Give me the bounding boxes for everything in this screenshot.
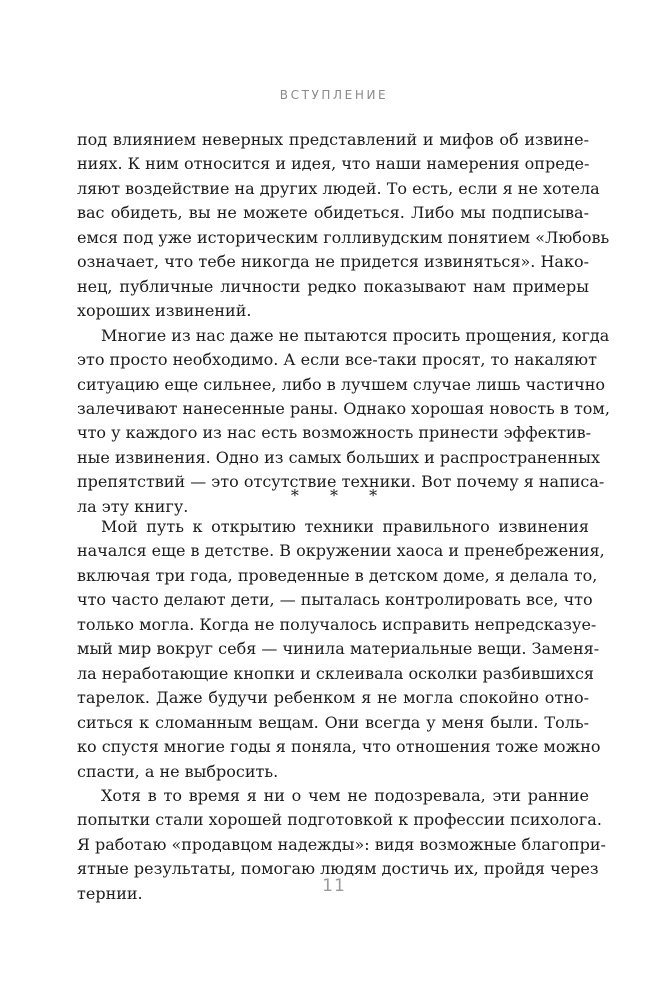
text-line: что у каждого из нас есть возможность принести эффектив- — [77, 423, 592, 443]
paragraph-last-line: ла эту книгу. — [77, 496, 189, 516]
text-line: под влиянием неверных представлений и мифов об извине- — [77, 130, 589, 149]
paragraph-last-line: хороших извинений. — [77, 301, 252, 321]
text-line: включая три года, проведенные в детском доме, я делала то, — [77, 565, 598, 585]
text-line: попытки стали хорошей подготовкой к профессии психолога. — [77, 810, 602, 830]
text-line: это просто необходимо. А если все-таки просят, то накаляют — [77, 350, 597, 370]
text-line: ятные результаты, помогаю людям достичь их, пройдя через — [77, 859, 599, 879]
text-line: ла неработающие кнопки и склеивала осколки разбившихся — [77, 663, 595, 683]
paragraph-first-line: Многие из нас даже не пытаются просить прощения, когда — [101, 325, 610, 345]
text-line: Я работаю «продавцом надежды»: видя возможные благопри- — [77, 834, 606, 854]
text-line: только могла. Когда не получалось исправить непредсказуе- — [77, 614, 597, 634]
paragraph-first-line: Хотя в то время я ни о чем не подозревала, эти ранние — [101, 785, 589, 805]
text-line: означает, что тебе никогда не придется извиняться». Нако- — [77, 252, 589, 272]
text-line: ситуацию еще сильнее, либо в лучшем случае лишь частично — [77, 374, 606, 394]
text-line: ниях. К ним относится и идея, что наши намерения опреде- — [77, 154, 590, 174]
text-line: вас обидеть, вы не можете обидеться. Либо мы подписыва- — [77, 203, 589, 223]
text-line: ко спустя многие годы я поняла, что отношения тоже можно — [77, 737, 601, 757]
page-number: 11 — [322, 876, 346, 896]
text-line: емся под уже историческим голливудским понятием «Любовь — [77, 227, 610, 247]
text-line: начался еще в детстве. В окружении хаоса и пренебрежения, — [77, 541, 605, 561]
text-line: препятствий — это отсутствие техники. Вот почему я написа- — [77, 472, 605, 492]
text-line: тарелок. Даже будучи ребенком я не могла спокойно отно- — [77, 688, 589, 708]
text-line: залечивают нанесенные раны. Однако хорошая новость в том, — [77, 398, 610, 418]
paragraph-last-line: тернии. — [77, 883, 143, 903]
paragraph-first-line: Мой путь к открытию техники правильного извинения — [101, 517, 589, 536]
text-block-2 — [77, 515, 606, 906]
text-line: ные извинения. Одно из самых больших и распространенных — [77, 447, 600, 467]
text-line: что часто делают дети, — пыталась контролировать все, что — [77, 590, 593, 610]
text-line: ляют воздействие на других людей. То есть, если я не хотела — [77, 178, 600, 198]
paragraph-last-line: спасти, а не выбросить. — [77, 761, 279, 781]
section-separator: * * * — [290, 486, 391, 505]
running-head: ВСТУПЛЕНИЕ — [279, 88, 389, 102]
text-block-1 — [77, 128, 610, 519]
text-line: ситься к сломанным вещам. Они всегда у меня были. Толь- — [77, 712, 589, 732]
text-line: нец, публичные личности редко показывают нам примеры — [77, 276, 589, 296]
text-line: мый мир вокруг себя — чинила материальные вещи. Заменя- — [77, 639, 600, 659]
